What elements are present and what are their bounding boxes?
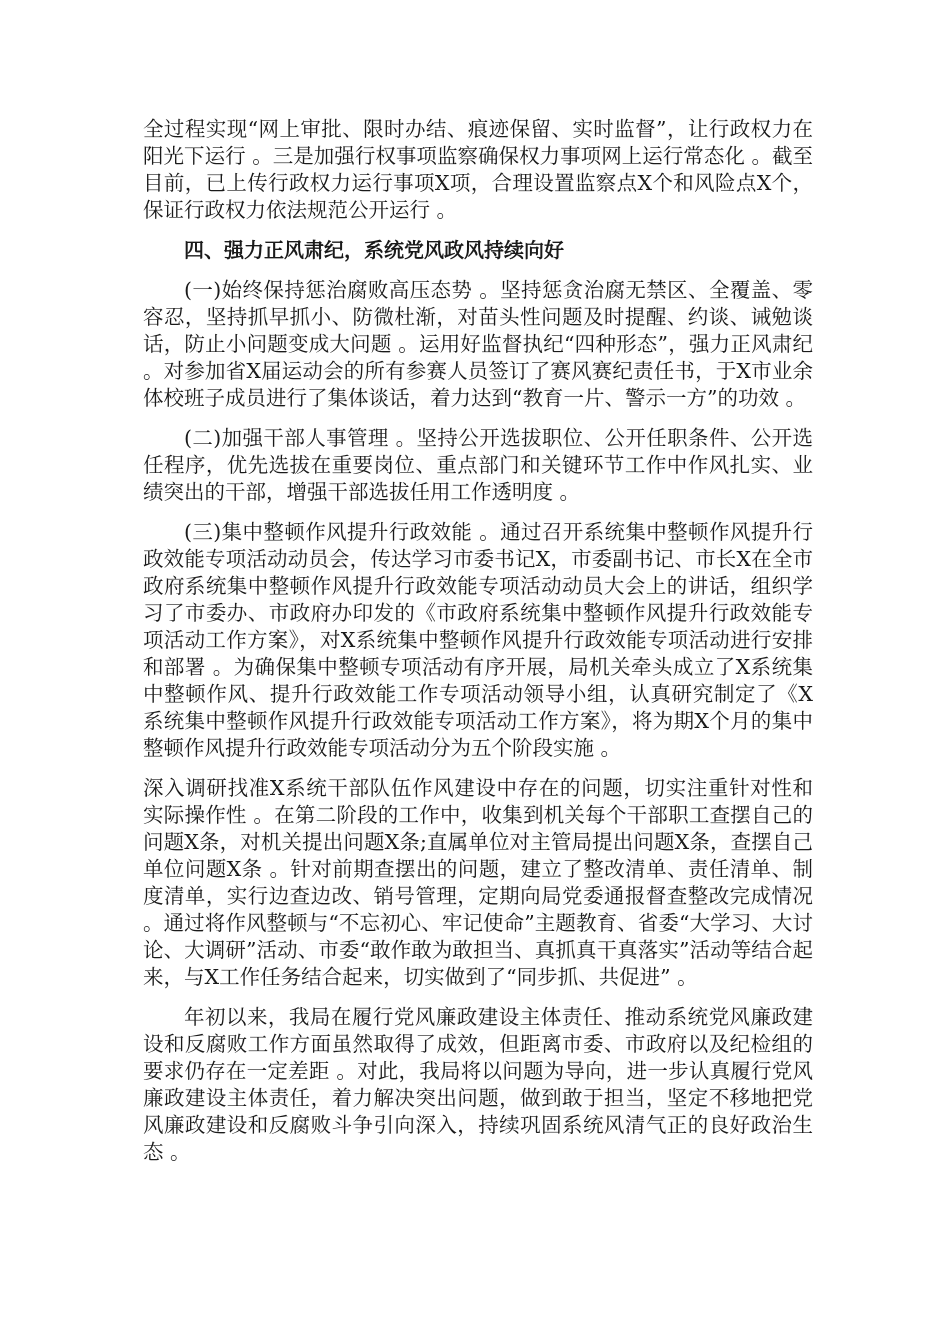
paragraph-3: (三)集中整顿作风提升行政效能 。通过召开系统集中整顿作风提升行政效能专项活动动员会，传达学习市委书记X，市委副书记、市长X在全市政府系统集中整顿作风提升行政效能专项活动动员大会上的讲话，组织学习了市委办、市政府办印发的《市政府系统集中整顿作风提升行政效能专项活动工作方案》，对X系统集中整顿作风提升行政效能专项活动进行安排和部署 。为确保集中整顿专项活动有序开展，局机关牵头成立了X系统集中整顿作风、提升行政效能工作专项活动领导小组，认真研究制定了《X系统集中整顿作风提升行政效能专项活动工作方案》，将为期X个月的集中整顿作风提升行政效能专项活动分为五个阶段实施 。 <box>143 520 813 760</box>
paragraph-5: 年初以来，我局在履行党风廉政建设主体责任、推动系统党风廉政建设和反腐败工作方面虽然取得了成效，但距离市委、市政府以及纪检组的要求仍存在一定差距 。对此，我局将以问题为导向，进一步认真履行党风廉政建设主体责任，着力解决突出问题，做到敢于担当，坚定不移地把党风廉政建设和反腐败斗争引向深入，持续巩固系统风清气正的良好政治生态 。 <box>143 1005 813 1164</box>
paragraph-1: (一)始终保持惩治腐败高压态势 。坚持惩贪治腐无禁区、全覆盖、零容忍，坚持抓早抓小、防微杜渐，对苗头性问题及时提醒、约谈、诫勉谈话，防止小问题变成大问题 。运用好监督执纪“四种形态”，强力正风肃纪 。对参加省X届运动会的所有参赛人员签订了赛风赛纪责任书，于X市业余体校班子成员进行了集体谈话，着力达到“教育一片、警示一方”的功效 。 <box>143 278 813 410</box>
paragraph-continuation: 全过程实现“网上审批、限时办结、痕迹保留、实时监督”，让行政权力在阳光下运行 。三是加强行权事项监察确保权力事项网上运行常态化 。截至目前，已上传行政权力运行事项X项，合理设置监察点X个和风险点X个，保证行政权力依法规范公开运行 。 <box>143 117 813 222</box>
section-heading: 四、强力正风肃纪，系统党风政风持续向好 <box>184 238 564 262</box>
paragraph-2: (二)加强干部人事管理 。坚持公开选拔职位、公开任职条件、公开选任程序，优先选拔在重要岗位、重点部门和关键环节工作中作风扎实、业绩突出的干部，增强干部选拔任用工作透明度 。 <box>143 426 813 504</box>
document-page <box>143 116 813 1179</box>
paragraph-4: 深入调研找准X系统干部队伍作风建设中存在的问题，切实注重针对性和实际操作性 。在第二阶段的工作中，收集到机关每个干部职工查摆自己的问题X条，对机关提出问题X条;直属单位对主管局提出问题X条，查摆自己单位问题X条 。针对前期查摆出的问题，建立了整改清单、责任清单、制度清单，实行边查边改、销号管理，定期向局党委通报督查整改完成情况 。通过将作风整顿与“不忘初心、牢记使命”主题教育、省委“大学习、大讨论、大调研”活动、市委“敢作敢为敢担当、真抓真干真落实”活动等结合起来，与X工作任务结合起来，切实做到了“同步抓、共促进” 。 <box>143 776 813 989</box>
